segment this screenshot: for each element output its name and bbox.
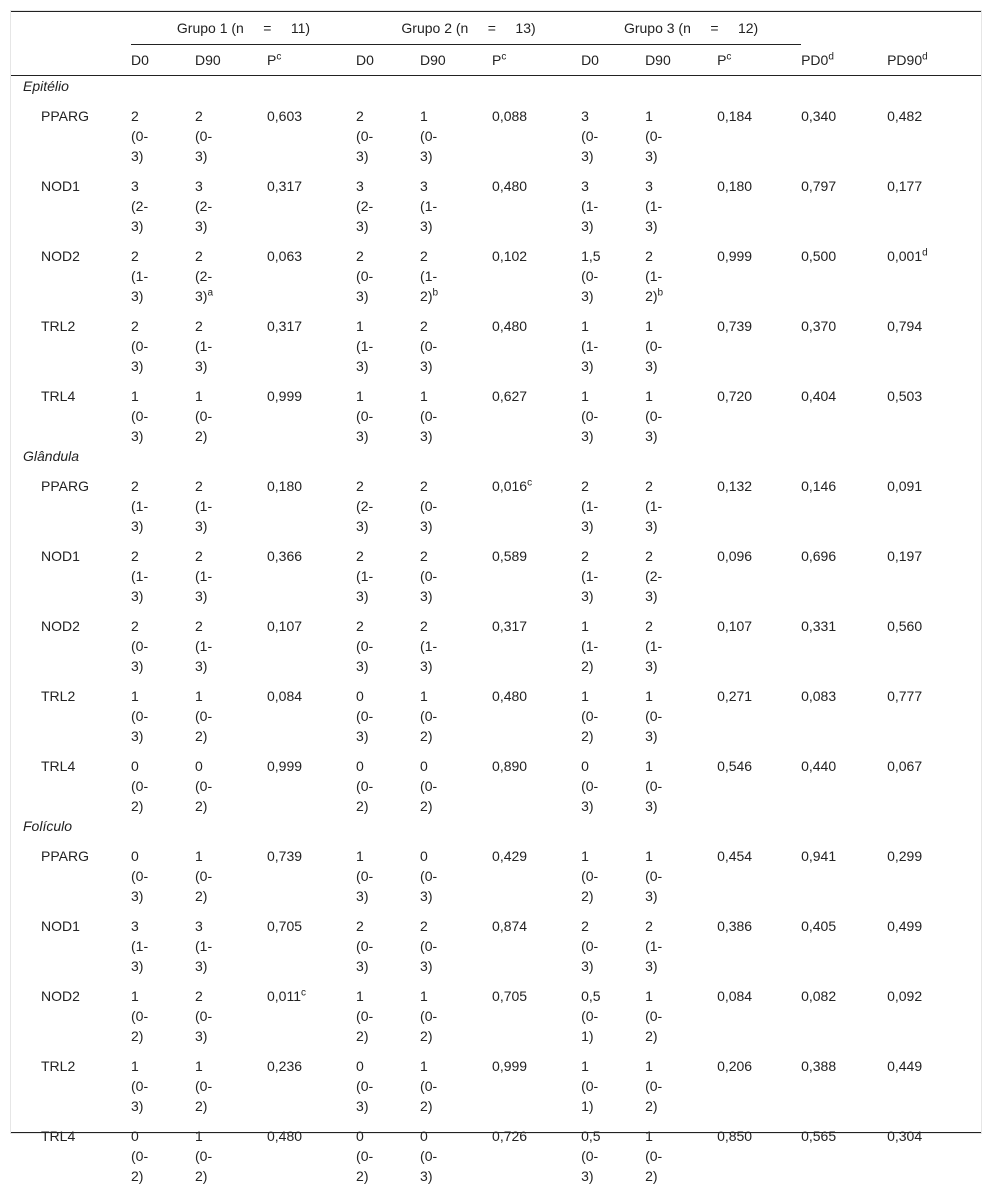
table-row — [11, 306, 981, 376]
marker-cell: TRL2 — [11, 1046, 131, 1116]
value-cell: 2 (0-3) — [420, 306, 492, 376]
section-title: Folículo — [11, 816, 981, 836]
value-cell: 2 (1-3) — [356, 536, 420, 606]
value-cell: 1 (0-3) — [645, 306, 717, 376]
value-cell: 0,454 — [717, 836, 801, 906]
table-row — [11, 96, 981, 166]
value-cell: 2 (1-3) — [645, 606, 717, 676]
table-row — [11, 676, 981, 746]
marker-cell: TRL4 — [11, 376, 131, 446]
value-cell: 1 (0-2) — [195, 1046, 267, 1116]
value-cell: 2 $(2-3)^a$ — [195, 236, 267, 306]
value-cell: 0 (0-2) — [131, 746, 195, 816]
value-cell: 0,603 — [267, 96, 356, 166]
value-cell: 0,480 — [267, 1116, 356, 1194]
value-cell: 0 (0-3) — [356, 1046, 420, 1116]
value-cell: 0,589 — [492, 536, 581, 606]
value-cell: 0,107 — [717, 606, 801, 676]
value-cell: 2 (1-3) — [195, 306, 267, 376]
value-cell: 0 (0-2) — [356, 1116, 420, 1194]
results-table-frame — [10, 10, 982, 1134]
value-cell: 0,890 — [492, 746, 581, 816]
value-cell: 1 (0-3) — [645, 376, 717, 446]
value-cell: 1 (0-2) — [581, 836, 645, 906]
marker-cell: NOD2 — [11, 976, 131, 1046]
value-cell: 2 (1-3) — [645, 906, 717, 976]
value-cell: 0,480 — [492, 166, 581, 236]
table-row — [11, 606, 981, 676]
value-cell: 2 (0-3) — [420, 906, 492, 976]
value-cell: 0,449 — [887, 1046, 981, 1116]
value-cell: 0,480 — [492, 676, 581, 746]
value-cell: 0,941 — [801, 836, 887, 906]
value-cell: 0,091 — [887, 466, 981, 536]
value-cell: 2 (1-3) — [195, 536, 267, 606]
value-cell: 0 (0-3) — [420, 1116, 492, 1194]
value-cell: 2 (2-3) — [356, 466, 420, 536]
value-cell: 0,726 — [492, 1116, 581, 1194]
value-cell: 0,088 — [492, 96, 581, 166]
value-cell: 2 (2-3) — [645, 536, 717, 606]
value-cell: 0,388 — [801, 1046, 887, 1116]
marker-col-header — [11, 45, 131, 76]
marker-cell: NOD2 — [11, 606, 131, 676]
value-cell: 2 (0-3) — [356, 96, 420, 166]
table-row — [11, 836, 981, 906]
value-cell: 0,132 — [717, 466, 801, 536]
section-title: Glândula — [11, 446, 981, 466]
section-row — [11, 816, 981, 836]
value-cell: 1 (0-2) — [420, 976, 492, 1046]
table-row — [11, 1046, 981, 1116]
value-cell: 2 (0-3) — [131, 606, 195, 676]
value-cell: 0,331 — [801, 606, 887, 676]
value-cell: 0,5 (0-3) — [581, 1116, 645, 1194]
value-cell: 0,405 — [801, 906, 887, 976]
value-cell: 1,5 (0-3) — [581, 236, 645, 306]
value-cell: 1 (0-3) — [420, 376, 492, 446]
value-cell: 3 (2-3) — [131, 166, 195, 236]
value-cell: 0,480 — [492, 306, 581, 376]
value-cell: 1 (0-3) — [645, 676, 717, 746]
marker-cell: NOD1 — [11, 166, 131, 236]
value-cell: 2 (0-3) — [356, 236, 420, 306]
value-cell: 1 (0-3) — [356, 376, 420, 446]
marker-cell: NOD2 — [11, 236, 131, 306]
value-cell: 1 (0-3) — [581, 376, 645, 446]
marker-cell: NOD1 — [11, 906, 131, 976]
value-cell: 0 (0-3) — [131, 836, 195, 906]
table-row — [11, 906, 981, 976]
value-cell: 0 (0-2) — [356, 746, 420, 816]
value-cell: 2 (0-3) — [356, 606, 420, 676]
value-cell: 0 (0-2) — [131, 1116, 195, 1194]
value-cell: 0,999 — [267, 746, 356, 816]
value-cell: 0,001$^d$ — [887, 236, 981, 306]
value-cell: 2 (0-3) — [195, 96, 267, 166]
value-cell: 0,180 — [267, 466, 356, 536]
value-cell: 0,499 — [887, 906, 981, 976]
value-cell: 0,366 — [267, 536, 356, 606]
value-cell: 0,084 — [267, 676, 356, 746]
col-g2-d0: D0 — [356, 45, 420, 76]
value-cell: 2 $(1-2)^b$ — [420, 236, 492, 306]
value-cell: 0,102 — [492, 236, 581, 306]
value-cell: 0,016$^c$ — [492, 466, 581, 536]
value-cell: 0,999 — [492, 1046, 581, 1116]
value-cell: 2 (0-3) — [131, 96, 195, 166]
results-table — [11, 12, 981, 1194]
table-row — [11, 466, 981, 536]
value-cell: 1 (1-2) — [581, 606, 645, 676]
value-cell: 2 (1-3) — [195, 606, 267, 676]
value-cell: 2 (1-3) — [581, 466, 645, 536]
value-cell: 1 (0-1) — [581, 1046, 645, 1116]
value-cell: 0,084 — [717, 976, 801, 1046]
table-row — [11, 236, 981, 306]
value-cell: 0,720 — [717, 376, 801, 446]
value-cell: 2 (1-3) — [581, 536, 645, 606]
marker-cell: PPARG — [11, 96, 131, 166]
value-cell: 1 (0-3) — [356, 836, 420, 906]
value-cell: 3 (2-3) — [195, 166, 267, 236]
group-2-header: Grupo 2 (n = 13) — [356, 12, 581, 45]
value-cell: 0,739 — [717, 306, 801, 376]
value-cell: 2 (0-3) — [131, 306, 195, 376]
marker-cell: PPARG — [11, 466, 131, 536]
value-cell: 1 (0-3) — [131, 376, 195, 446]
col-g3-d90: D90 — [645, 45, 717, 76]
value-cell: 0,999 — [717, 236, 801, 306]
value-cell: 0,386 — [717, 906, 801, 976]
value-cell: 1 (0-2) — [581, 676, 645, 746]
value-cell: 0,299 — [887, 836, 981, 906]
value-cell: 0,850 — [717, 1116, 801, 1194]
group-header-row — [11, 12, 981, 45]
value-cell: 0,107 — [267, 606, 356, 676]
value-cell: 0,370 — [801, 306, 887, 376]
table-row — [11, 1116, 981, 1194]
marker-cell: TRL2 — [11, 676, 131, 746]
value-cell: 0,404 — [801, 376, 887, 446]
col-g1-d90: D90 — [195, 45, 267, 76]
value-cell: 2 (1-3) — [131, 536, 195, 606]
value-cell: 0,482 — [887, 96, 981, 166]
marker-cell: PPARG — [11, 836, 131, 906]
marker-cell: NOD1 — [11, 536, 131, 606]
value-cell: 0,177 — [887, 166, 981, 236]
col-pd90: PD90$^d$ — [887, 45, 981, 76]
value-cell: 1 (0-2) — [356, 976, 420, 1046]
value-cell: 0,627 — [492, 376, 581, 446]
value-cell: 1 (1-3) — [356, 306, 420, 376]
value-cell: 0,429 — [492, 836, 581, 906]
value-cell: 0,317 — [267, 306, 356, 376]
value-cell: 1 (0-2) — [195, 676, 267, 746]
value-cell: 1 (0-3) — [645, 96, 717, 166]
value-cell: 2 (0-3) — [195, 976, 267, 1046]
spacer-cell — [887, 12, 981, 45]
value-cell: 0,565 — [801, 1116, 887, 1194]
col-g3-d0: D0 — [581, 45, 645, 76]
value-cell: 0,5 (0-1) — [581, 976, 645, 1046]
value-cell: 0,696 — [801, 536, 887, 606]
value-cell: 0 (0-2) — [420, 746, 492, 816]
value-cell: 0,874 — [492, 906, 581, 976]
group-1-header: Grupo 1 (n = 11) — [131, 12, 356, 45]
value-cell: 0,180 — [717, 166, 801, 236]
value-cell: 1 (0-2) — [131, 976, 195, 1046]
marker-cell: TRL2 — [11, 306, 131, 376]
column-header-row — [11, 45, 981, 76]
value-cell: 0 (0-3) — [420, 836, 492, 906]
value-cell: 0,092 — [887, 976, 981, 1046]
col-g3-p: $P^c$ — [717, 45, 801, 76]
corner-cell — [11, 12, 131, 45]
section-row — [11, 446, 981, 466]
value-cell: 1 (0-2) — [420, 676, 492, 746]
spacer-cell — [801, 12, 887, 45]
value-cell: 2 (0-3) — [420, 536, 492, 606]
value-cell: 3 (1-3) — [420, 166, 492, 236]
value-cell: 1 (0-2) — [195, 1116, 267, 1194]
value-cell: 0,083 — [801, 676, 887, 746]
value-cell: 0,777 — [887, 676, 981, 746]
value-cell: 0,340 — [801, 96, 887, 166]
value-cell: 0,317 — [492, 606, 581, 676]
value-cell: 2 (0-3) — [420, 466, 492, 536]
value-cell: 0,067 — [887, 746, 981, 816]
value-cell: 0,011$^c$ — [267, 976, 356, 1046]
value-cell: 1 (1-3) — [581, 306, 645, 376]
value-cell: 1 (0-3) — [131, 676, 195, 746]
col-g2-p: $P^c$ — [492, 45, 581, 76]
value-cell: 0,304 — [887, 1116, 981, 1194]
value-cell: 1 (0-2) — [645, 1046, 717, 1116]
value-cell: 0,317 — [267, 166, 356, 236]
marker-cell: TRL4 — [11, 746, 131, 816]
marker-cell: TRL4 — [11, 1116, 131, 1194]
value-cell: 0,197 — [887, 536, 981, 606]
value-cell: 2 (1-3) — [645, 466, 717, 536]
value-cell: 2 (1-3) — [131, 466, 195, 536]
table-row — [11, 166, 981, 236]
value-cell: 2 (1-3) — [420, 606, 492, 676]
value-cell: 1 (0-2) — [195, 376, 267, 446]
value-cell: 0,999 — [267, 376, 356, 446]
col-g1-d0: D0 — [131, 45, 195, 76]
value-cell: 0,503 — [887, 376, 981, 446]
value-cell: 2 (0-3) — [356, 906, 420, 976]
value-cell: 1 (0-3) — [645, 836, 717, 906]
value-cell: 2 (1-3) — [195, 466, 267, 536]
value-cell: 3 (1-3) — [645, 166, 717, 236]
value-cell: 0,797 — [801, 166, 887, 236]
value-cell: 1 (0-2) — [645, 976, 717, 1046]
value-cell: 0,271 — [717, 676, 801, 746]
value-cell: 0,440 — [801, 746, 887, 816]
table-row — [11, 746, 981, 816]
table-body — [11, 76, 981, 1194]
value-cell: 3 (1-3) — [581, 166, 645, 236]
value-cell: 0,500 — [801, 236, 887, 306]
col-pd0: PD0$^d$ — [801, 45, 887, 76]
value-cell: 0,184 — [717, 96, 801, 166]
value-cell: 0 (0-3) — [356, 676, 420, 746]
value-cell: 3 (0-3) — [581, 96, 645, 166]
value-cell: 3 (1-3) — [195, 906, 267, 976]
value-cell: 0 (0-2) — [195, 746, 267, 816]
value-cell: 2 (1-3) — [131, 236, 195, 306]
value-cell: 1 (0-2) — [645, 1116, 717, 1194]
value-cell: 0,206 — [717, 1046, 801, 1116]
value-cell: 0,063 — [267, 236, 356, 306]
value-cell: 2 (0-3) — [581, 906, 645, 976]
value-cell: 0,739 — [267, 836, 356, 906]
table-row — [11, 536, 981, 606]
value-cell: 1 (0-3) — [131, 1046, 195, 1116]
section-row — [11, 76, 981, 97]
table-row — [11, 976, 981, 1046]
value-cell: 0,794 — [887, 306, 981, 376]
value-cell: 3 (2-3) — [356, 166, 420, 236]
value-cell: 0,096 — [717, 536, 801, 606]
section-title: Epitélio — [11, 76, 981, 97]
value-cell: 0,236 — [267, 1046, 356, 1116]
bottom-rule — [11, 1132, 981, 1133]
value-cell: 0,546 — [717, 746, 801, 816]
value-cell: 0,705 — [267, 906, 356, 976]
col-g2-d90: D90 — [420, 45, 492, 76]
value-cell: 0,082 — [801, 976, 887, 1046]
value-cell: 0,146 — [801, 466, 887, 536]
value-cell: 1 (0-3) — [420, 96, 492, 166]
col-g1-p: $P^c$ — [267, 45, 356, 76]
value-cell: 0,705 — [492, 976, 581, 1046]
table-row — [11, 376, 981, 446]
value-cell: 3 (1-3) — [131, 906, 195, 976]
value-cell: 1 (0-3) — [645, 746, 717, 816]
value-cell: 0,560 — [887, 606, 981, 676]
group-3-header: Grupo 3 (n = 12) — [581, 12, 801, 45]
value-cell: 2 $(1-2)^b$ — [645, 236, 717, 306]
value-cell: 0 (0-3) — [581, 746, 645, 816]
value-cell: 1 (0-2) — [195, 836, 267, 906]
value-cell: 1 (0-2) — [420, 1046, 492, 1116]
